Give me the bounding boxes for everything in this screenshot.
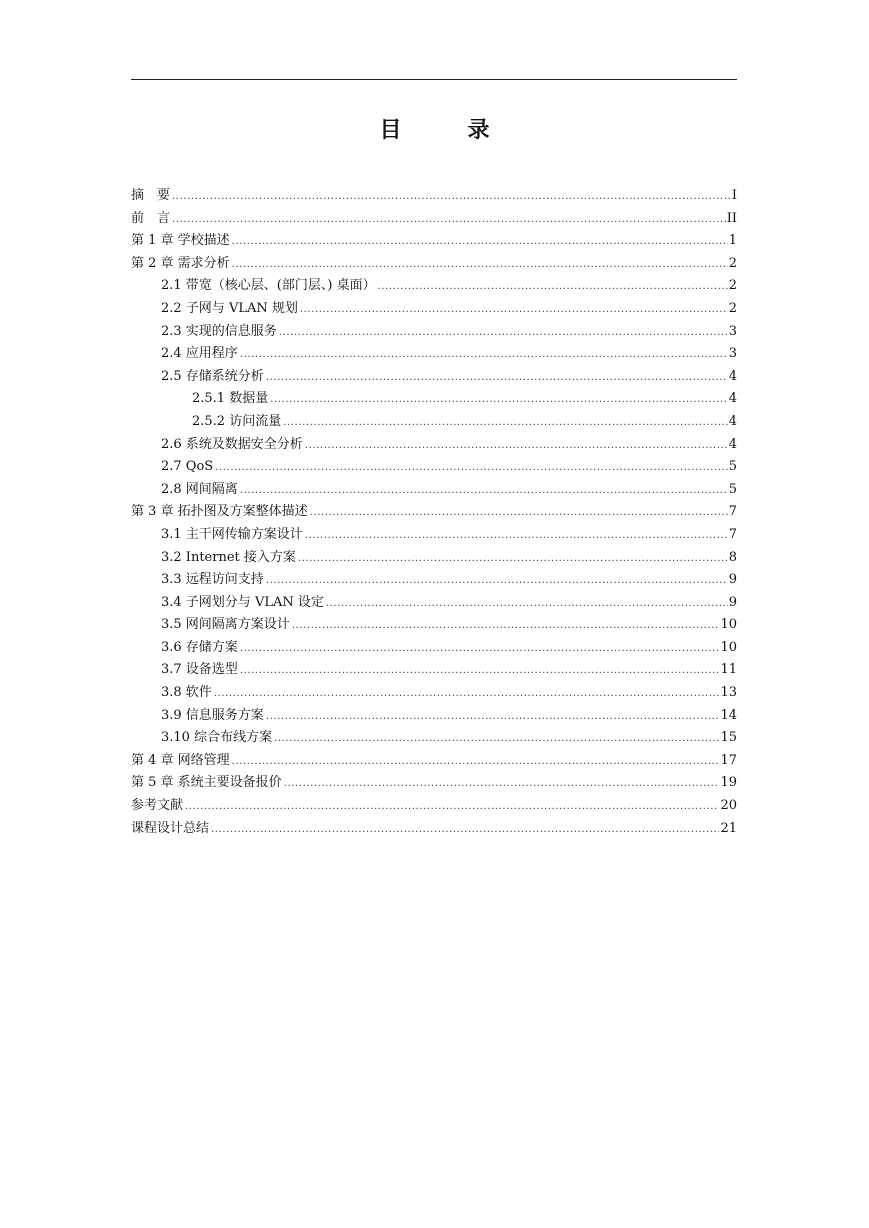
toc-entry[interactable] (131, 298, 737, 321)
toc-entry-label: 摘 要 (131, 188, 171, 203)
toc-dot-leader (270, 389, 728, 412)
toc-page-number: 10 (720, 617, 737, 633)
toc-entry[interactable] (131, 524, 737, 547)
toc-entry[interactable] (131, 772, 737, 795)
toc-page-number: 8 (728, 549, 737, 565)
toc-dot-leader (172, 186, 731, 209)
toc-dot-leader (305, 525, 728, 548)
toc-entry-label: 2.3 实现的信息服务 (161, 323, 277, 339)
toc-page-number: 1 (728, 233, 737, 249)
toc-entry[interactable] (131, 614, 737, 637)
toc-entry-label: 3.10 综合布线方案 (161, 730, 273, 746)
toc-dot-leader (172, 209, 726, 232)
toc-entry-label: 前 言 (131, 210, 171, 226)
toc-page-number: II (726, 210, 737, 226)
toc-entry-label: 2.5 存储系统分析 (161, 368, 264, 384)
toc-dot-leader (232, 254, 728, 277)
toc-page-number: 4 (728, 436, 737, 452)
toc-entry[interactable] (131, 795, 737, 818)
toc-page-number: 15 (720, 730, 737, 746)
toc-entry[interactable] (131, 456, 737, 479)
toc-page-number: 4 (728, 368, 737, 384)
toc-page-number: 9 (728, 594, 737, 610)
toc-entry[interactable] (131, 592, 737, 615)
toc-entry[interactable] (131, 569, 737, 592)
toc-dot-leader (232, 231, 728, 254)
toc-entry-label: 课程设计总结 (131, 820, 210, 836)
toc-dot-leader (266, 706, 720, 729)
toc-page-number: 4 (728, 413, 737, 429)
toc-entry-label: 第 2 章 需求分析 (131, 255, 230, 271)
toc-page-number: 9 (728, 572, 737, 588)
toc-entry-label: 2.4 应用程序 (161, 346, 238, 362)
toc-page-number: 5 (728, 459, 737, 475)
toc-dot-leader (279, 322, 728, 345)
toc-entry[interactable] (131, 659, 737, 682)
toc-entry[interactable] (131, 343, 737, 366)
toc-page-number: 19 (720, 775, 737, 791)
toc-entry-label: 3.1 主干网传输方案设计 (161, 526, 303, 542)
toc-entry[interactable] (131, 208, 737, 231)
toc-entry[interactable] (131, 637, 737, 660)
toc-entry[interactable] (131, 275, 737, 298)
toc-dot-leader (240, 638, 720, 661)
toc-dot-leader (232, 751, 720, 774)
toc-dot-leader (326, 593, 728, 616)
toc-dot-leader (215, 457, 728, 480)
toc-entry[interactable] (131, 230, 737, 253)
page-title: 目 录 (379, 118, 512, 143)
toc-entry-label: 2.5.1 数据量 (192, 391, 269, 407)
toc-entry[interactable] (131, 727, 737, 750)
toc-entry[interactable] (131, 750, 737, 773)
toc-dot-leader (240, 660, 720, 683)
toc-entry-label: 第 4 章 网络管理 (131, 752, 230, 768)
toc-entry-label: 3.5 网间隔离方案设计 (161, 617, 290, 633)
toc-entry[interactable] (131, 411, 737, 434)
toc-entry[interactable] (131, 501, 737, 524)
toc-dot-leader (300, 299, 728, 322)
toc-entry-label: 参考文献 (131, 798, 184, 814)
toc-dot-leader (240, 344, 728, 367)
header-rule (131, 79, 737, 80)
toc-dot-leader (284, 773, 720, 796)
toc-page-number: 11 (720, 662, 737, 678)
toc-dot-leader (240, 480, 728, 503)
table-of-contents (131, 185, 737, 840)
toc-entry-label: 3.7 设备选型 (161, 662, 238, 678)
toc-page-number: 14 (720, 707, 737, 723)
toc-entry[interactable] (131, 321, 737, 344)
toc-entry[interactable] (131, 682, 737, 705)
toc-page-number: 21 (720, 820, 737, 836)
toc-dot-leader (211, 819, 719, 842)
toc-entry-label: 2.6 系统及数据安全分析 (161, 436, 303, 452)
toc-page-number: 7 (728, 504, 737, 520)
toc-entry-label: 3.4 子网划分与 VLAN 设定 (161, 594, 324, 610)
toc-page-number: 5 (728, 481, 737, 497)
toc-dot-leader (266, 367, 728, 390)
toc-dot-leader (310, 502, 728, 525)
toc-entry-label: 2.1 带宽（核心层、(部门层、) 桌面） (161, 278, 376, 294)
toc-entry[interactable] (131, 388, 737, 411)
toc-entry[interactable] (131, 434, 737, 457)
toc-entry-label: 3.2 Internet 接入方案 (161, 549, 296, 565)
toc-page-number: 3 (728, 323, 737, 339)
toc-dot-leader (283, 412, 728, 435)
toc-page-number: 17 (720, 752, 737, 768)
toc-entry-label: 2.5.2 访问流量 (192, 413, 282, 429)
toc-entry-label: 2.2 子网与 VLAN 规划 (161, 300, 298, 316)
toc-page-number: 7 (728, 526, 737, 542)
toc-entry-label: 2.8 网间隔离 (161, 481, 238, 497)
toc-dot-leader (298, 548, 728, 571)
toc-page-number: 20 (720, 798, 737, 814)
toc-entry-label: 3.3 远程访问支持 (161, 572, 264, 588)
toc-dot-leader (305, 435, 728, 458)
toc-entry-label: 3.8 软件 (161, 685, 212, 701)
toc-entry[interactable] (131, 253, 737, 276)
toc-page-number: 4 (728, 391, 737, 407)
toc-entry[interactable] (131, 185, 737, 208)
toc-dot-leader (274, 728, 719, 751)
toc-dot-leader (185, 796, 719, 819)
toc-page-number: 10 (720, 639, 737, 655)
toc-page-number: 2 (728, 255, 737, 271)
toc-page-number: I (731, 188, 737, 203)
toc-dot-leader (266, 570, 728, 593)
toc-entry-label: 3.9 信息服务方案 (161, 707, 264, 723)
toc-entry[interactable] (131, 705, 737, 728)
toc-entry[interactable] (131, 479, 737, 502)
toc-dot-leader (214, 683, 720, 706)
toc-entry-label: 第 5 章 系统主要设备报价 (131, 775, 282, 791)
toc-entry[interactable] (131, 547, 737, 570)
toc-entry[interactable] (131, 366, 737, 389)
toc-entry-label: 第 1 章 学校描述 (131, 233, 230, 249)
toc-dot-leader (378, 276, 728, 299)
toc-page-number: 13 (720, 685, 737, 701)
toc-entry-label: 第 3 章 拓扑图及方案整体描述 (131, 504, 308, 520)
toc-dot-leader (292, 615, 720, 638)
toc-page-number: 3 (728, 346, 737, 362)
toc-entry-label: 2.7 QoS (161, 459, 214, 475)
toc-entry-label: 3.6 存储方案 (161, 639, 238, 655)
toc-page-number: 2 (728, 278, 737, 294)
toc-page-number: 2 (728, 300, 737, 316)
toc-entry[interactable] (131, 818, 737, 841)
